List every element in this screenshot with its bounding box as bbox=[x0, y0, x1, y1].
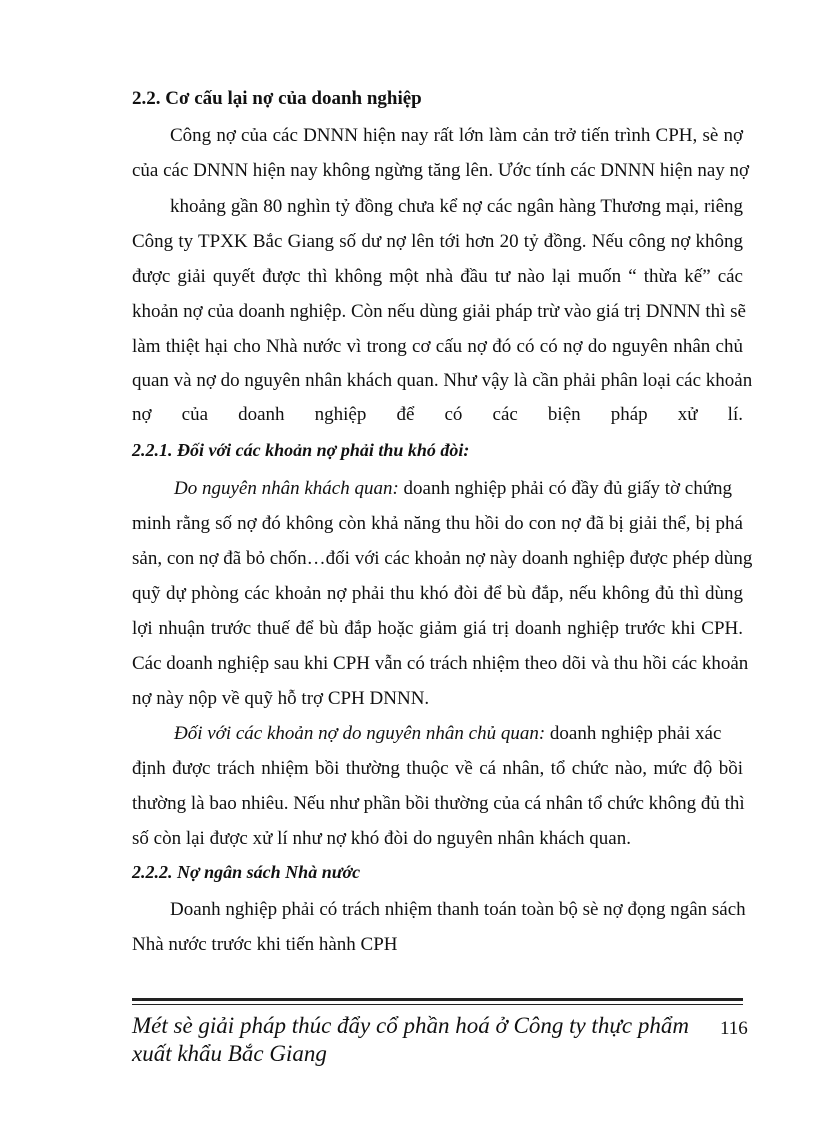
footer-title: Mét sè giải pháp thúc đẩy cổ phần hoá ở Công ty thực phẩm xuất khẩu Bắc Giang bbox=[132, 1013, 689, 1066]
para4-line-2: Nhà nước trước khi tiến hành CPH bbox=[132, 934, 398, 955]
para4-line-1: Doanh nghiệp phải có trách nhiệm thanh toán toàn bộ sè nợ đọng ngân sách bbox=[170, 899, 746, 920]
para2-line-6: Các doanh nghiệp sau khi CPH vẫn có trách nhiệm theo dõi và thu hồi các khoản bbox=[132, 653, 749, 674]
para1-line-3: khoảng gần 80 nghìn tỷ đồng chưa kể nợ các ngân hàng Thương mại, riêng bbox=[170, 196, 743, 217]
para2-line-7: nợ này nộp về quỹ hỗ trợ CPH DNNN. bbox=[132, 688, 430, 709]
para1-line-2: của các DNNN hiện nay không ngừng tăng lên. Ước tính các DNNN hiện nay nợ bbox=[132, 160, 750, 181]
para2-line-4: quỹ dự phòng các khoản nợ phải thu khó đòi để bù đắp, nếu không đủ thì dùng bbox=[132, 583, 743, 604]
para1-line-6: khoản nợ của doanh nghiệp. Còn nếu dùng giải pháp trừ vào giá trị DNNN thì sẽ bbox=[132, 301, 746, 322]
para2-first-text: doanh nghiệp phải có đầy đủ giấy tờ chứng bbox=[398, 478, 733, 499]
para1-line-9: nợ của doanh nghiệp để có các biện pháp xử lí. bbox=[132, 404, 743, 425]
subheading-receivables: 2.2.1. Đối với các khoản nợ phải thu khó đòi: bbox=[132, 440, 470, 460]
para1-line-8: quan và nợ do nguyên nhân khách quan. Như vậy là cần phải phân loại các khoản bbox=[132, 370, 753, 391]
para1-line-1: Công nợ của các DNNN hiện nay rất lớn làm cản trở tiến trình CPH, sè nợ bbox=[170, 125, 743, 146]
footer-rule-thin bbox=[132, 1004, 743, 1005]
para2-line-2: minh rằng số nợ đó không còn khả năng thu hồi do con nợ đã bị giải thể, bị phá bbox=[132, 513, 743, 534]
para3-first-text: doanh nghiệp phải xác bbox=[545, 723, 722, 744]
para1-line-7: làm thiệt hại cho Nhà nước vì trong cơ cấu nợ đó có có nợ do nguyên nhân chủ bbox=[132, 336, 743, 357]
para3-line-1 bbox=[174, 722, 743, 746]
para1-line-5: được giải quyết được thì không một nhà đầu tư nào lại muốn “ thừa kế” các bbox=[132, 266, 743, 287]
para3-line-4: số còn lại được xử lí như nợ khó đòi do nguyên nhân khách quan. bbox=[132, 828, 631, 849]
footer-rule-thick bbox=[132, 998, 743, 1001]
para3-line-2: định được trách nhiệm bồi thường thuộc về cá nhân, tổ chức nào, mức độ bồi bbox=[132, 758, 743, 779]
para3-lead: Đối với các khoản nợ do nguyên nhân chủ quan: bbox=[174, 723, 546, 744]
para2-line-5: lợi nhuận trước thuế để bù đắp hoặc giảm giá trị doanh nghiệp trước khi CPH. bbox=[132, 618, 743, 639]
para1-line-4: Công ty TPXK Bắc Giang số dư nợ lên tới hơn 20 tỷ đồng. Nếu công nợ không bbox=[132, 231, 743, 252]
para2-line-1 bbox=[174, 477, 743, 501]
para3-line-3: thường là bao nhiêu. Nếu như phần bồi thường của cá nhân tổ chức không đủ thì bbox=[132, 793, 745, 814]
page-number: 116 bbox=[720, 1018, 748, 1039]
para2-line-3: sản, con nợ đã bỏ chốn…đối với các khoản nợ này doanh nghiệp được phép dùng bbox=[132, 548, 753, 569]
section-heading: 2.2. Cơ cấu lại nợ của doanh nghiệp bbox=[132, 88, 422, 109]
subheading-state-budget: 2.2.2. Nợ ngân sách Nhà nước bbox=[132, 862, 361, 882]
para2-lead: Do nguyên nhân khách quan: bbox=[174, 478, 399, 499]
